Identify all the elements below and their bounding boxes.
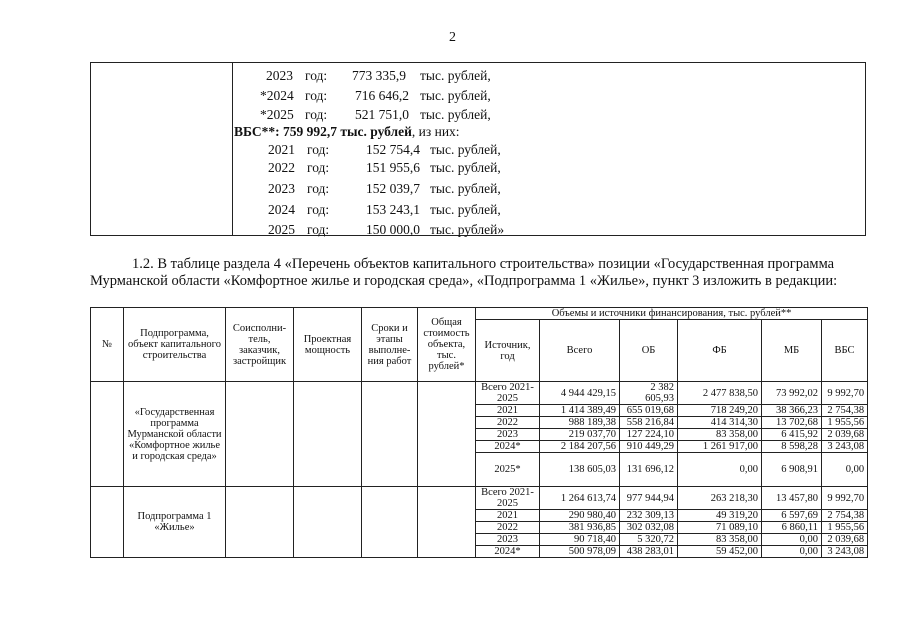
executor-cell xyxy=(226,487,294,558)
header-mb: МБ xyxy=(762,320,822,382)
header-vbs: ВБС xyxy=(822,320,868,382)
table-row: 2021 290 980,40 232 309,13 49 319,20 6 597,69 2 754,38 xyxy=(91,510,868,522)
total-cost-cell xyxy=(418,487,476,558)
header-capacity: Проектная мощность xyxy=(294,308,362,382)
group-label: Подпрограмма 1 «Жилье» xyxy=(124,487,226,558)
header-num: № xyxy=(91,308,124,382)
capital-construction-table xyxy=(90,307,868,558)
vbs-summary: ВБС**: 759 992,7 тыс. рублей, из них: xyxy=(234,124,460,139)
header-ob: ОБ xyxy=(620,320,678,382)
page-number: 2 xyxy=(449,30,456,45)
total-cost-cell xyxy=(418,382,476,487)
table-row: «Государственная программа Мурманской области «Комфортное жилье и городская среда» Всего 2021-2025 4 944 429,15 2 382 605,93 2 477 838,50 73 992,02 9 992,70 xyxy=(91,382,868,405)
terms-cell xyxy=(362,382,418,487)
row-num-cell xyxy=(91,487,124,558)
table-row: 2022 381 936,85 302 032,08 71 089,10 6 860,11 1 955,56 xyxy=(91,522,868,534)
table-row: 2024* 2 184 207,56 910 449,29 1 261 917,00 8 598,28 3 243,08 xyxy=(91,441,868,453)
header-source: Источник, год xyxy=(476,320,540,382)
table-row: 2023 90 718,40 5 320,72 83 358,00 0,00 2 039,68 xyxy=(91,534,868,546)
table-row: 2024* 500 978,09 438 283,01 59 452,00 0,00 3 243,08 xyxy=(91,546,868,558)
table-row: 2021 1 414 389,49 655 019,68 718 249,20 38 366,23 2 754,38 xyxy=(91,405,868,417)
column-divider xyxy=(232,63,233,235)
header-all: Всего xyxy=(540,320,620,382)
table-row: 2025* 138 605,03 131 696,12 0,00 6 908,91 0,00 xyxy=(91,453,868,487)
capacity-cell xyxy=(294,487,362,558)
table-row: 2023 219 037,70 127 224,10 83 358,00 6 415,92 2 039,68 xyxy=(91,429,868,441)
capacity-cell xyxy=(294,382,362,487)
header-funding-group: Объемы и источники финансирования, тыс. рублей** xyxy=(476,308,868,320)
group-label: «Государственная программа Мурманской области «Комфортное жилье и городская среда» xyxy=(124,382,226,487)
header-terms: Сроки и этапы выполне-ния работ xyxy=(362,308,418,382)
header-program: Подпрограмма, объект капитального строительства xyxy=(124,308,226,382)
executor-cell xyxy=(226,382,294,487)
amendment-paragraph: 1.2. В таблице раздела 4 «Перечень объектов капитального строительства» позиции «Государственная программа Мурманской области «Комфортное жилье и городская среда», «Подпрограмма 1 «Жилье», пункт 3 изложить в редакции: xyxy=(90,256,838,289)
row-num-cell xyxy=(91,382,124,487)
header-executor: Соисполни-тель, заказчик, застройщик xyxy=(226,308,294,382)
table-row: 2022 988 189,38 558 216,84 414 314,30 13 702,68 1 955,56 xyxy=(91,417,868,429)
header-total-cost: Общая стоимость объекта, тыс. рублей* xyxy=(418,308,476,382)
terms-cell xyxy=(362,487,418,558)
header-fb: ФБ xyxy=(678,320,762,382)
table-row: Подпрограмма 1 «Жилье» Всего 2021-2025 1 264 613,74 977 944,94 263 218,30 13 457,80 9 992,70 xyxy=(91,487,868,510)
